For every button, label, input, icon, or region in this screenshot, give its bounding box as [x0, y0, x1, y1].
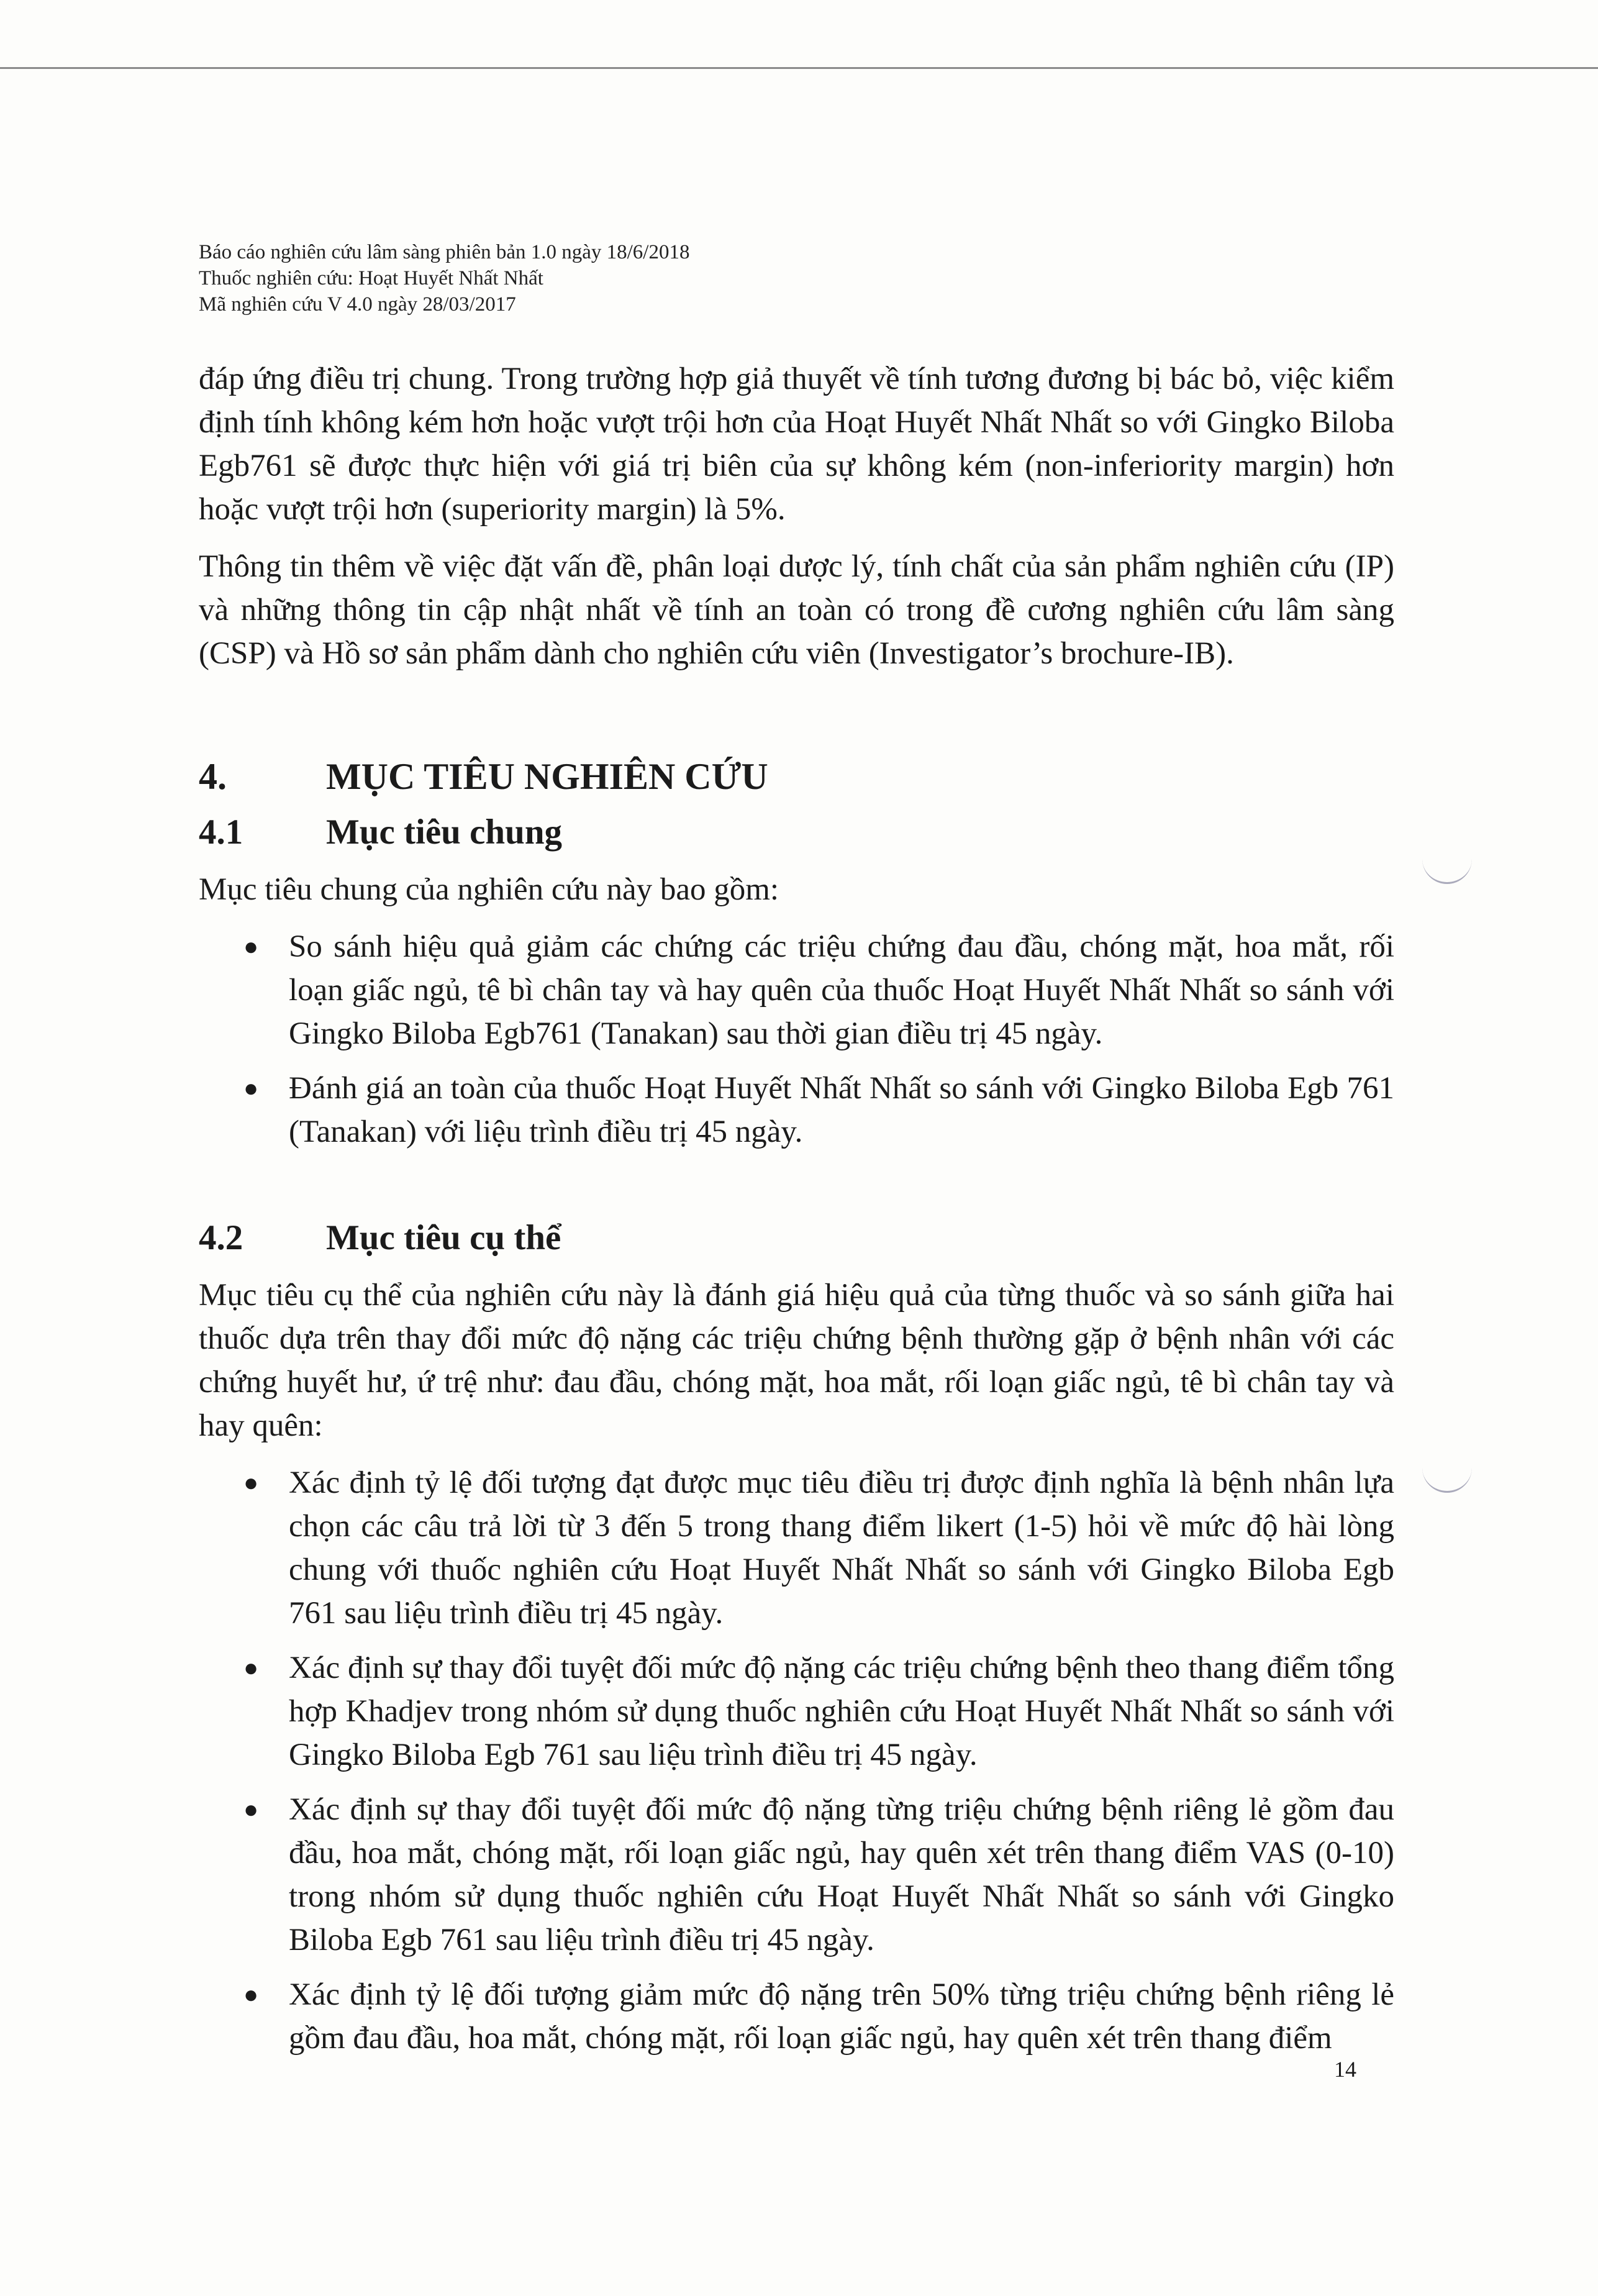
list-item: ● Xác định sự thay đổi tuyệt đối mức độ nặng từng triệu chứng bệnh riêng lẻ gồm đau đầu, hoa mắt, chóng mặt, rối loạn giấc ngủ, hay quên xét trên thang điểm VAS (0-10) trong nhóm sử dụng thuốc nghiên cứu Hoạt Huyết Nhất Nhất so sánh với Gingko Biloba Egb 761 sau liệu trình điều trị 45 ngày. [199, 1788, 1394, 1962]
header-study-code: Mã nghiên cứu V 4.0 ngày 28/03/2017 [199, 293, 516, 316]
section-4-2-title: Mục tiêu cụ thể [326, 1218, 561, 1257]
header-study-drug: Thuốc nghiên cứu: Hoạt Huyết Nhất Nhất [199, 267, 543, 289]
scan-artifact-curl [1422, 845, 1472, 884]
bullet-icon: ● [243, 932, 259, 960]
page-body [199, 357, 1394, 2071]
section-4-2-number: 4.2 [199, 1218, 243, 1257]
list-item: ● So sánh hiệu quả giảm các chứng các triệu chứng đau đầu, chóng mặt, hoa mắt, rối loạn giấc ngủ, tê bì chân tay và hay quên của thuốc Hoạt Huyết Nhất Nhất so sánh với Gingko Biloba Egb761 (Tanakan) sau thời gian điều trị 45 ngày. [199, 925, 1394, 1055]
section-4-1-lead: Mục tiêu chung của nghiên cứu này bao gồm: [199, 872, 779, 907]
bullet-icon: ● [243, 1795, 259, 1823]
document-header [199, 239, 689, 317]
list-item: ● Xác định tỷ lệ đối tượng đạt được mục tiêu điều trị được định nghĩa là bệnh nhân lựa chọn các câu trả lời từ 3 đến 5 trong thang điểm likert (1-5) hỏi về mức độ hài lòng chung với thuốc nghiên cứu Hoạt Huyết Nhất Nhất so sánh với Gingko Biloba Egb 761 sau liệu trình điều trị 45 ngày. [199, 1461, 1394, 1635]
section-4-title: MỤC TIÊU NGHIÊN CỨU [326, 756, 768, 797]
list-item: ● Đánh giá an toàn của thuốc Hoạt Huyết Nhất Nhất so sánh với Gingko Biloba Egb 761 (Tanakan) với liệu trình điều trị 45 ngày. [199, 1067, 1394, 1154]
list-item: ● Xác định tỷ lệ đối tượng giảm mức độ nặng trên 50% từng triệu chứng bệnh riêng lẻ gồm đau đầu, hoa mắt, chóng mặt, rối loạn giấc ngủ, hay quên xét trên thang điểm [199, 1973, 1394, 2060]
bullet-icon: ● [243, 1654, 259, 1682]
bullet-icon: ● [243, 1469, 259, 1496]
bullet-icon: ● [243, 1074, 259, 1102]
header-report-version: Báo cáo nghiên cứu lâm sàng phiên bản 1.0 ngày 18/6/2018 [199, 241, 690, 263]
section-4-1-bullet-list [199, 925, 1394, 1154]
section-4-2-heading [199, 1213, 1394, 1264]
section-4-1-title: Mục tiêu chung [326, 813, 563, 852]
scan-artifact-curl [1422, 1454, 1472, 1493]
section-4-2-lead: Mục tiêu cụ thể của nghiên cứu này là đánh giá hiệu quả của từng thuốc và so sánh giữa hai thuốc dựa trên thay đổi mức độ nặng các triệu chứng bệnh thường gặp ở bệnh nhân với các chứng huyết hư, ứ trệ như: đau đầu, chóng mặt, hoa mắt, rối loạn giấc ngủ, tê bì chân tay và hay quên: [199, 1278, 1394, 1443]
section-4-1-heading [199, 807, 1394, 858]
section-4-2-bullet-list [199, 1461, 1394, 2060]
intro-paragraph-2: Thông tin thêm về việc đặt vấn đề, phân loại dược lý, tính chất của sản phẩm nghiên cứu (IP) và những thông tin cập nhật nhất về tính an toàn có trong đề cương nghiên cứu lâm sàng (CSP) và Hồ sơ sản phẩm dành cho nghiên cứu viên (Investigator’s brochure-IB). [199, 549, 1394, 671]
bullet-icon: ● [243, 1980, 259, 2008]
section-4-heading [199, 750, 1394, 803]
section-4-1-number: 4.1 [199, 813, 243, 852]
section-4-number: 4. [199, 756, 227, 797]
list-item: ● Xác định sự thay đổi tuyệt đối mức độ nặng các triệu chứng bệnh theo thang điểm tổng hợp Khadjev trong nhóm sử dụng thuốc nghiên cứu Hoạt Huyết Nhất Nhất so sánh với Gingko Biloba Egb 761 sau liệu trình điều trị 45 ngày. [199, 1646, 1394, 1777]
page-number: 14 [1334, 2057, 1356, 2082]
intro-paragraph-1: đáp ứng điều trị chung. Trong trường hợp giả thuyết về tính tương đương bị bác bỏ, việc kiểm định tính không kém hơn hoặc vượt trội hơn của Hoạt Huyết Nhất Nhất so với Gingko Biloba Egb761 sẽ được thực hiện với giá trị biên của sự không kém (non-inferiority margin) hơn hoặc vượt trội hơn (superiority margin) là 5%. [199, 362, 1394, 527]
scan-top-line [0, 67, 1598, 69]
